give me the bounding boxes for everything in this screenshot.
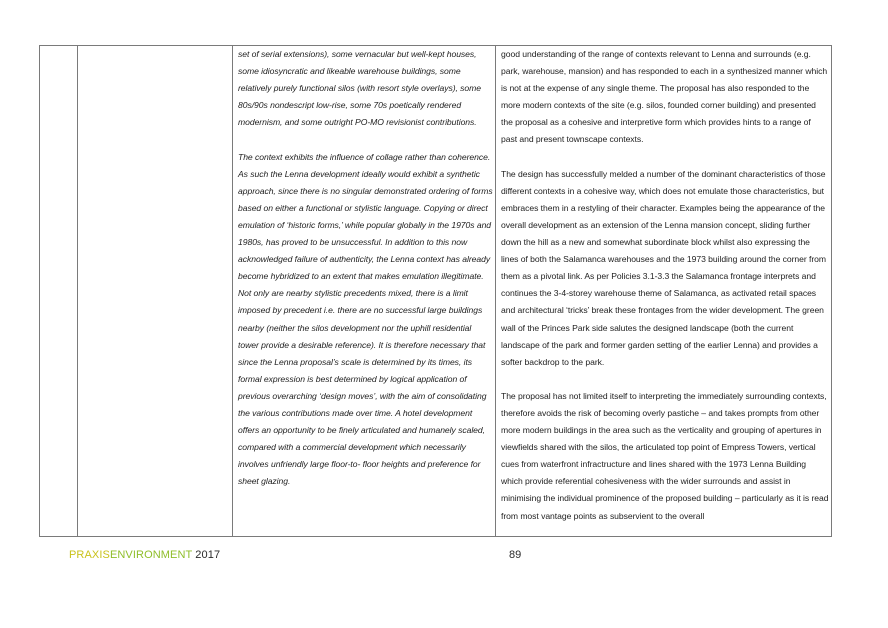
page-number: 89	[509, 549, 522, 561]
right-assessment-cell	[501, 46, 829, 525]
left-commentary-cell	[238, 46, 494, 490]
column-divider	[232, 46, 233, 536]
right-paragraph: The design has successfully melded a number of the dominant characteristics of those different contexts in a cohesive way, which does not emulate those characteristics, but embraces them in a restyling of their character. Examples being the appearance of the overall development as an extension of the Lenna mansion concept, sliding further down the hill as a new and somewhat subordinate block whilst also expressing the lines of both the Salamanca warehouses and the 1973 building around the corner from them as a pivotal link. As per Policies 3.1-3.3 the Salamanca frontage interprets and continues the 3-4-storey warehouse theme of Salamanca, as activated retail spaces and architectural ‘tricks’ break these frontages from the wider development. The green wall of the Princes Park side salutes the designed landscape (both the current landscape of the park and former garden setting of the earlier Lenna) and provides a softer backdrop to the park.	[501, 168, 827, 367]
right-paragraph: good understanding of the range of contexts relevant to Lenna and surrounds (e.g. park, warehouse, mansion) and has responded to each in a synthesized manner which is not at the expense of any single theme. The proposal has also responded to the more modern contexts of the site (e.g. silos, founded corner building) and presented the proposal as a cohesive and interpretive form which provides hints to a range of past and present townscape contexts.	[501, 49, 828, 145]
right-paragraph: The proposal has not limited itself to interpreting the immediately surrounding contexts, therefore avoids the risk of becoming overly pastiche – and takes prompts from other more modern buildings in the area such as the verticality and grouping of apertures in viewfields shared with the silos, the articulated top point of Empress Towers, vertical cues from waterfront infractructure and lines shared with the 1973 Lenna Building which provide referential cohesiveness with the wider surrounds and assist in minimising the individual prominence of the proposed building – particularly as it is read from most vantage points as subservient to the overall	[501, 390, 829, 521]
left-paragraph: The context exhibits the influence of collage rather than coherence. As such the Lenna development ideally would exhibit a synthetic approach, since there is no singular demonstrated ordering of forms based on either a functional or stylistic language. Copying or direct emulation of ‘historic forms,’ while popular globally in the 1970s and 1980s, has proved to be unsuccessful. In addition to this now acknowledged failure of authenticity, the Lenna context has already become hybridized to an extent that makes emulation illegitimate. Not only are nearby stylistic precedents mixed, there is a limit imposed by precedent i.e. there are no successful large buildings nearby (neither the silos development nor the uphill residential tower provide a desirable reference). It is therefore necessary that since the Lenna proposal’s scale is determined by its times, its formal expression is best determined by logical application of previous overarching ‘design moves’, with the aim of consolidating the various contributions made over time. A hotel development offers an opportunity to be finely articulated and humanely scaled, compared with a commercial development which necessarily involves unfriendly large floor-to- floor heights and preference for sheet glazing.	[238, 151, 493, 487]
content-table	[39, 45, 832, 537]
column-divider	[77, 46, 78, 536]
brand-year: 2017	[192, 549, 221, 561]
column-divider	[495, 46, 496, 536]
brand-environment: ENVIRONMENT	[109, 549, 193, 561]
brand-praxis: PRAXIS	[69, 549, 110, 561]
footer-brand	[69, 549, 220, 561]
left-paragraph: set of serial extensions), some vernacular but well-kept houses, some idiosyncratic and likeable warehouse buildings, some relatively purely functional silos (with resort style overlays), some 80s/90s nondescript low-rise, some 70s poetically rendered modernism, and some outright PO-MO revisionist contributions.	[238, 49, 481, 128]
